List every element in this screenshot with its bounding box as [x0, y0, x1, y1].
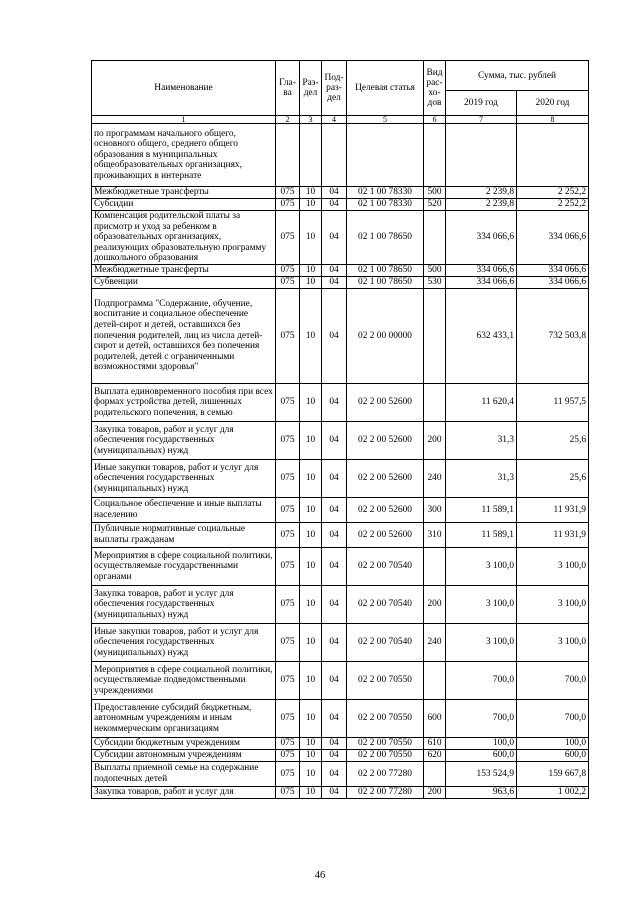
row-name: Социальное обеспечение и иные выплаты населению — [92, 497, 276, 522]
row-sum-2020: 700,0 — [517, 699, 589, 737]
header-section: Раз-дел — [300, 61, 322, 116]
row-subsection: 04 — [322, 264, 347, 276]
row-target: 02 1 00 78330 — [347, 187, 424, 199]
row-name: Мероприятия в сфере социальной политики, осуществляемые государственными органами — [92, 547, 276, 585]
row-subsection — [322, 124, 347, 187]
column-number: 3 — [300, 116, 322, 124]
row-target: 02 2 00 00000 — [347, 288, 424, 383]
row-chapter: 075 — [276, 786, 300, 798]
row-section: 10 — [300, 585, 322, 623]
row-sum-2020 — [517, 124, 589, 187]
row-chapter: 075 — [276, 459, 300, 497]
row-section: 10 — [300, 421, 322, 459]
row-sum-2019: 2 239,8 — [446, 187, 517, 199]
row-subsection: 04 — [322, 276, 347, 288]
table-row — [92, 497, 589, 522]
row-target: 02 1 00 78330 — [347, 199, 424, 211]
budget-table — [91, 60, 589, 799]
row-chapter: 075 — [276, 288, 300, 383]
row-target: 02 1 00 78650 — [347, 211, 424, 265]
table-row — [92, 585, 589, 623]
row-target: 02 2 00 77280 — [347, 786, 424, 798]
row-name: Межбюджетные трансферты — [92, 187, 276, 199]
row-subsection: 04 — [322, 547, 347, 585]
row-subsection: 04 — [322, 623, 347, 661]
row-section: 10 — [300, 276, 322, 288]
table-row — [92, 199, 589, 211]
row-sum-2019 — [446, 124, 517, 187]
row-subsection: 04 — [322, 497, 347, 522]
row-chapter: 075 — [276, 383, 300, 421]
table-row — [92, 547, 589, 585]
row-sum-2020: 11 931,9 — [517, 522, 589, 547]
header-sum: Сумма, тыс. рублей — [446, 61, 589, 91]
row-sum-2020: 1 002,2 — [517, 786, 589, 798]
row-chapter: 075 — [276, 547, 300, 585]
row-subsection: 04 — [322, 786, 347, 798]
row-chapter: 075 — [276, 661, 300, 699]
row-subsection: 04 — [322, 661, 347, 699]
row-sum-2020: 732 503,8 — [517, 288, 589, 383]
row-sum-2019: 700,0 — [446, 661, 517, 699]
row-subsection: 04 — [322, 383, 347, 421]
row-name: Субсидии — [92, 199, 276, 211]
row-expense-type: 520 — [424, 199, 446, 211]
row-chapter: 075 — [276, 699, 300, 737]
row-target: 02 1 00 78650 — [347, 264, 424, 276]
row-section: 10 — [300, 547, 322, 585]
row-name: по программам начального общего, основного общего, среднего общего образования в муниципальных общеобразовательных организациях, проживающих в интернате — [92, 124, 276, 187]
row-subsection: 04 — [322, 522, 347, 547]
table-row — [92, 459, 589, 497]
row-target: 02 2 00 52600 — [347, 383, 424, 421]
header-subsection: Под-раз-дел — [322, 61, 347, 116]
row-sum-2019: 11 589,1 — [446, 522, 517, 547]
table-row — [92, 383, 589, 421]
row-sum-2019: 334 066,6 — [446, 264, 517, 276]
row-name: Иные закупки товаров, работ и услуг для обеспечения государственных (муниципальных) нужд — [92, 459, 276, 497]
row-expense-type: 200 — [424, 786, 446, 798]
row-sum-2019: 31,3 — [446, 421, 517, 459]
row-chapter — [276, 124, 300, 187]
row-sum-2019: 334 066,6 — [446, 276, 517, 288]
row-name: Подпрограмма "Содержание, обучение, воспитание и социальное обеспечение детей-сирот и детей, оставшихся без попечения родителей, лиц из числа детей-сирот и детей, оставшихся без попечения родителей, детей с ограниченными возможностями здоровья" — [92, 288, 276, 383]
row-subsection: 04 — [322, 199, 347, 211]
row-name: Закупка товаров, работ и услуг для обеспечения государственных (муниципальных) нужд — [92, 421, 276, 459]
table-row — [92, 749, 589, 761]
row-subsection: 04 — [322, 761, 347, 786]
row-chapter: 075 — [276, 522, 300, 547]
table-row — [92, 288, 589, 383]
row-sum-2019: 3 100,0 — [446, 547, 517, 585]
row-chapter: 075 — [276, 199, 300, 211]
column-number: 6 — [424, 116, 446, 124]
page-number: 46 — [314, 870, 326, 881]
row-expense-type — [424, 124, 446, 187]
row-subsection: 04 — [322, 211, 347, 265]
row-target: 02 2 00 52600 — [347, 421, 424, 459]
row-section: 10 — [300, 699, 322, 737]
row-name: Компенсация родительской платы за присмотр и уход за ребенком в образовательных организациях, реализующих образовательную программу дошкольного образования — [92, 211, 276, 265]
row-sum-2020: 2 252,2 — [517, 187, 589, 199]
row-name: Предоставление субсидий бюджетным, автономным учреждениям и иным некоммерческим организациям — [92, 699, 276, 737]
row-chapter: 075 — [276, 749, 300, 761]
row-target — [347, 124, 424, 187]
row-name: Субсидии автономным учреждениям — [92, 749, 276, 761]
row-name: Выплата единовременного пособия при всех формах устройства детей, лишенных родительского попечения, в семью — [92, 383, 276, 421]
row-chapter: 075 — [276, 623, 300, 661]
row-expense-type: 240 — [424, 459, 446, 497]
row-expense-type: 600 — [424, 699, 446, 737]
column-number-row — [92, 116, 589, 124]
row-target: 02 2 00 77280 — [347, 761, 424, 786]
row-name: Закупка товаров, работ и услуг для обеспечения государственных (муниципальных) нужд — [92, 585, 276, 623]
row-target: 02 2 00 70550 — [347, 661, 424, 699]
row-sum-2020: 3 100,0 — [517, 585, 589, 623]
row-name: Выплаты приемной семье на содержание подопечных детей — [92, 761, 276, 786]
table-row — [92, 786, 589, 798]
row-sum-2020: 334 066,6 — [517, 211, 589, 265]
row-sum-2019: 3 100,0 — [446, 585, 517, 623]
row-sum-2020: 11 931,9 — [517, 497, 589, 522]
row-chapter: 075 — [276, 761, 300, 786]
row-expense-type — [424, 761, 446, 786]
row-chapter: 075 — [276, 497, 300, 522]
row-expense-type: 310 — [424, 522, 446, 547]
row-section: 10 — [300, 522, 322, 547]
row-subsection: 04 — [322, 421, 347, 459]
row-target: 02 2 00 70550 — [347, 699, 424, 737]
row-section: 10 — [300, 187, 322, 199]
row-expense-type: 530 — [424, 276, 446, 288]
row-name: Закупка товаров, работ и услуг для — [92, 786, 276, 798]
row-expense-type: 300 — [424, 497, 446, 522]
row-expense-type: 240 — [424, 623, 446, 661]
row-expense-type — [424, 661, 446, 699]
row-chapter: 075 — [276, 585, 300, 623]
row-expense-type — [424, 211, 446, 265]
row-sum-2019: 31,3 — [446, 459, 517, 497]
row-sum-2020: 11 957,5 — [517, 383, 589, 421]
row-subsection: 04 — [322, 459, 347, 497]
row-section: 10 — [300, 459, 322, 497]
row-sum-2020: 2 252,2 — [517, 199, 589, 211]
row-section: 10 — [300, 737, 322, 749]
row-section: 10 — [300, 199, 322, 211]
row-sum-2019: 600,0 — [446, 749, 517, 761]
row-target: 02 2 00 52600 — [347, 522, 424, 547]
row-subsection: 04 — [322, 288, 347, 383]
row-expense-type: 500 — [424, 264, 446, 276]
row-sum-2020: 3 100,0 — [517, 623, 589, 661]
row-sum-2020: 25,6 — [517, 421, 589, 459]
table-row — [92, 761, 589, 786]
row-target: 02 2 00 70550 — [347, 749, 424, 761]
row-section: 10 — [300, 749, 322, 761]
row-expense-type — [424, 547, 446, 585]
row-sum-2020: 25,6 — [517, 459, 589, 497]
row-subsection: 04 — [322, 749, 347, 761]
row-chapter: 075 — [276, 211, 300, 265]
row-name: Мероприятия в сфере социальной политики, осуществляемые подведомственными учреждениями — [92, 661, 276, 699]
row-expense-type: 200 — [424, 421, 446, 459]
row-target: 02 2 00 70550 — [347, 737, 424, 749]
column-number: 2 — [276, 116, 300, 124]
row-sum-2020: 700,0 — [517, 661, 589, 699]
row-subsection: 04 — [322, 585, 347, 623]
row-sum-2020: 100,0 — [517, 737, 589, 749]
row-name: Субсидии бюджетным учреждениям — [92, 737, 276, 749]
row-section — [300, 124, 322, 187]
column-number: 8 — [517, 116, 589, 124]
row-sum-2019: 700,0 — [446, 699, 517, 737]
row-sum-2020: 600,0 — [517, 749, 589, 761]
row-section: 10 — [300, 623, 322, 661]
row-section: 10 — [300, 211, 322, 265]
row-chapter: 075 — [276, 421, 300, 459]
row-name: Межбюджетные трансферты — [92, 264, 276, 276]
row-sum-2019: 153 524,9 — [446, 761, 517, 786]
row-section: 10 — [300, 288, 322, 383]
table-row — [92, 421, 589, 459]
header-chapter: Гла-ва — [276, 61, 300, 116]
table-row — [92, 522, 589, 547]
header-target: Целевая статья — [347, 61, 424, 116]
row-sum-2019: 3 100,0 — [446, 623, 517, 661]
row-section: 10 — [300, 497, 322, 522]
row-name: Субвенции — [92, 276, 276, 288]
row-expense-type: 500 — [424, 187, 446, 199]
row-chapter: 075 — [276, 264, 300, 276]
row-subsection: 04 — [322, 737, 347, 749]
row-subsection: 04 — [322, 699, 347, 737]
row-section: 10 — [300, 786, 322, 798]
row-expense-type: 200 — [424, 585, 446, 623]
row-name: Публичные нормативные социальные выплаты гражданам — [92, 522, 276, 547]
row-expense-type: 620 — [424, 749, 446, 761]
header-expense-type: Вид рас-хо-дов — [424, 61, 446, 116]
table-row — [92, 276, 589, 288]
column-number: 5 — [347, 116, 424, 124]
table-row — [92, 211, 589, 265]
row-chapter: 075 — [276, 737, 300, 749]
row-sum-2019: 632 433,1 — [446, 288, 517, 383]
row-chapter: 075 — [276, 276, 300, 288]
table-row — [92, 264, 589, 276]
row-section: 10 — [300, 661, 322, 699]
table-row — [92, 737, 589, 749]
row-target: 02 2 00 70540 — [347, 585, 424, 623]
table-row — [92, 699, 589, 737]
row-sum-2020: 3 100,0 — [517, 547, 589, 585]
row-expense-type — [424, 288, 446, 383]
header-name: Наименование — [92, 61, 276, 116]
row-section: 10 — [300, 761, 322, 786]
column-number: 7 — [446, 116, 517, 124]
row-sum-2020: 334 066,6 — [517, 264, 589, 276]
row-sum-2020: 159 667,8 — [517, 761, 589, 786]
table-row — [92, 623, 589, 661]
table-row — [92, 124, 589, 187]
row-subsection: 04 — [322, 187, 347, 199]
table-row — [92, 661, 589, 699]
row-target: 02 2 00 70540 — [347, 547, 424, 585]
row-expense-type — [424, 383, 446, 421]
row-sum-2019: 334 066,6 — [446, 211, 517, 265]
row-expense-type: 610 — [424, 737, 446, 749]
row-sum-2019: 11 620,4 — [446, 383, 517, 421]
header-year-2019: 2019 год — [446, 91, 517, 116]
table-row — [92, 187, 589, 199]
row-name: Иные закупки товаров, работ и услуг для обеспечения государственных (муниципальных) нужд — [92, 623, 276, 661]
row-sum-2019: 963,6 — [446, 786, 517, 798]
row-sum-2020: 334 066,6 — [517, 276, 589, 288]
column-number: 1 — [92, 116, 276, 124]
row-target: 02 2 00 52600 — [347, 497, 424, 522]
row-target: 02 2 00 52600 — [347, 459, 424, 497]
row-sum-2019: 11 589,1 — [446, 497, 517, 522]
row-target: 02 2 00 70540 — [347, 623, 424, 661]
row-section: 10 — [300, 383, 322, 421]
column-number: 4 — [322, 116, 347, 124]
row-target: 02 1 00 78650 — [347, 276, 424, 288]
row-section: 10 — [300, 264, 322, 276]
row-sum-2019: 100,0 — [446, 737, 517, 749]
header-year-2020: 2020 год — [517, 91, 589, 116]
row-sum-2019: 2 239,8 — [446, 199, 517, 211]
row-chapter: 075 — [276, 187, 300, 199]
